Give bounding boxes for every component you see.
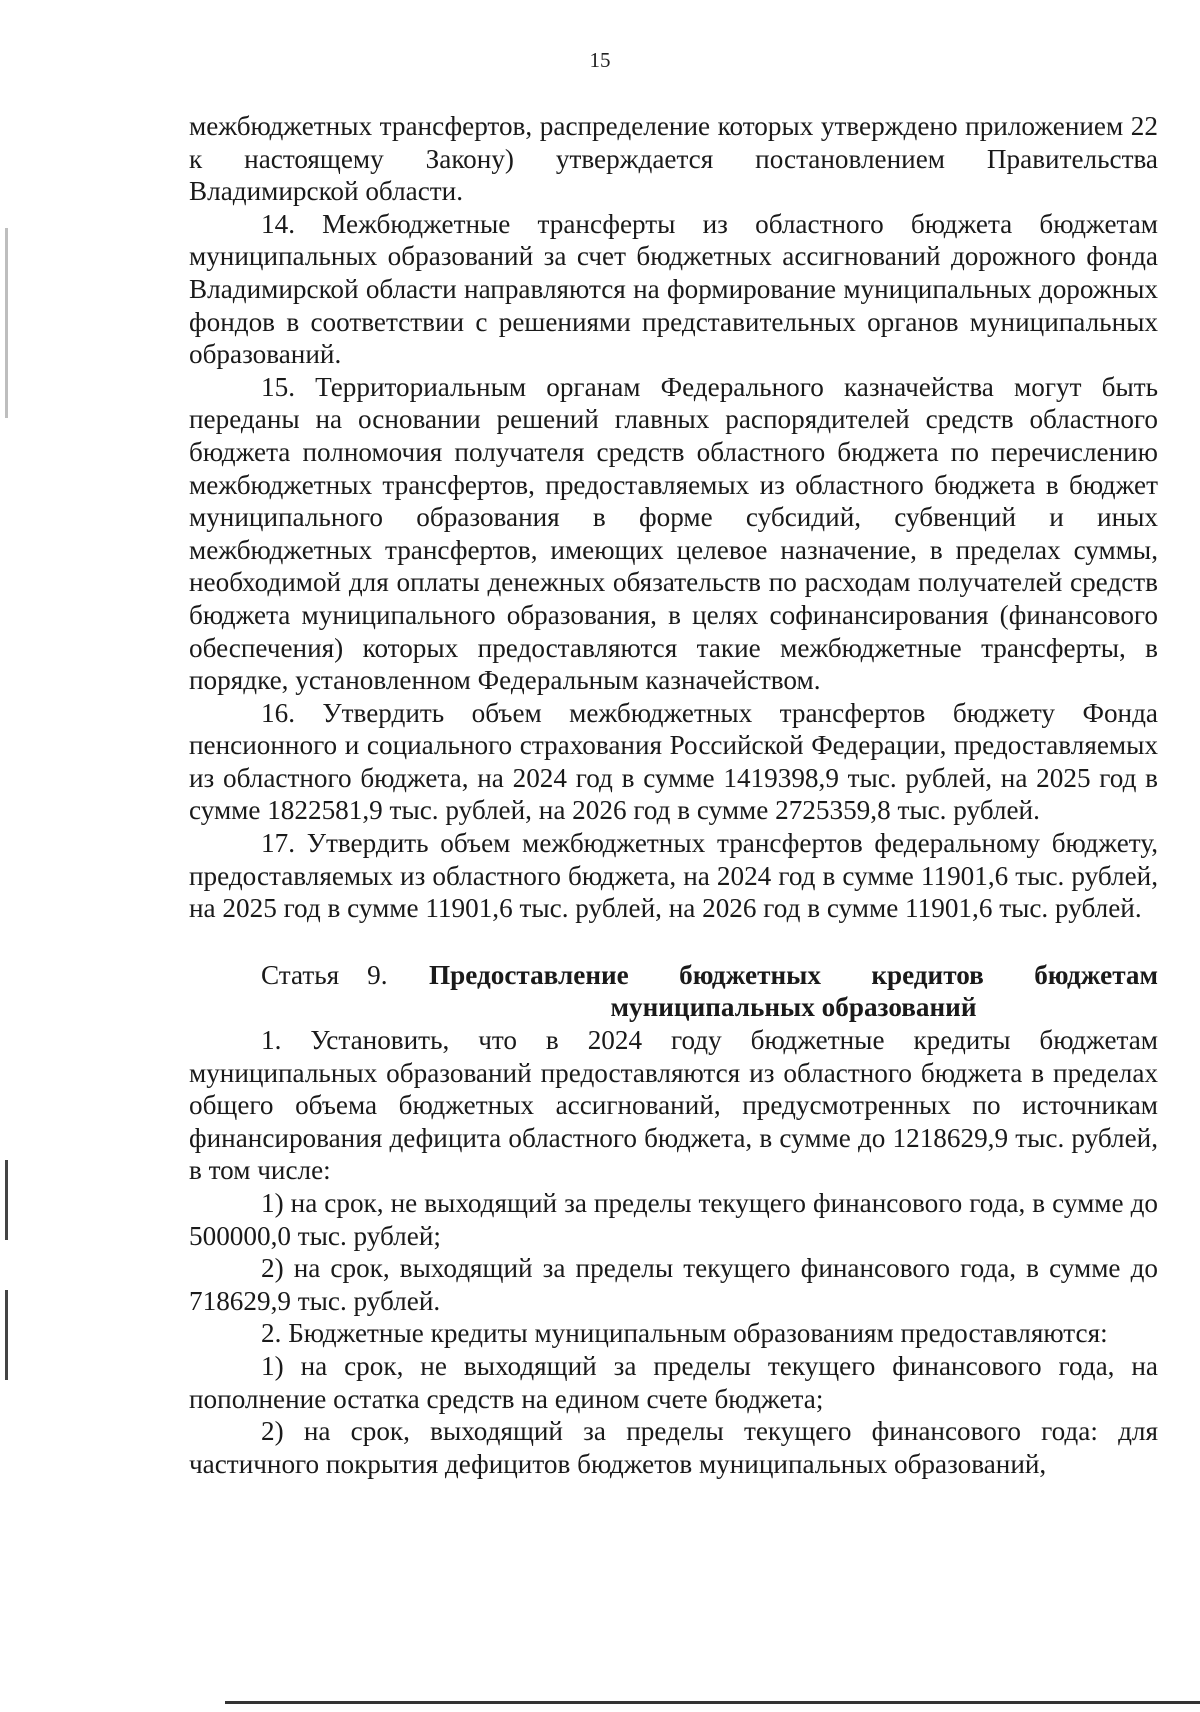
article-9-paragraph-1-1: 1) на срок, не выходящий за пределы текущего финансового года, в сумме до 500000,0 тыс. рублей;	[189, 1188, 1158, 1251]
article-9-paragraph-2-1: 1) на срок, не выходящий за пределы текущего финансового года, на пополнение остатка средств на едином счете бюджета;	[189, 1350, 1158, 1414]
scan-margin-mark	[5, 1290, 8, 1380]
article-label	[189, 959, 429, 1024]
scan-bottom-edge	[225, 1701, 1200, 1704]
paragraph-continuation: межбюджетных трансфертов, распределение которых утверждено приложением 22 к настоящему Закону) утверждается постановлением Правительства Владимирской области.	[189, 111, 1158, 207]
article-word: Статья	[261, 959, 340, 990]
page-number: 15	[589, 48, 611, 72]
article-9-paragraph-2-2: 2) на срок, выходящий за пределы текущего финансового года: для частичного покрытия дефицитов бюджетов муниципальных образований,	[189, 1416, 1158, 1479]
article-9-paragraph-2: 2. Бюджетные кредиты муниципальным образованиям предоставляются:	[261, 1318, 1108, 1349]
paragraph-16: 16. Утвердить объем межбюджетных трансфертов бюджету Фонда пенсионного и социального страхования Российской Федерации, предоставляемых из областного бюджета, на 2024 год в сумме 1419398,9 тыс. рублей, на 2025 год в сумме 1822581,9 тыс. рублей, на 2026 год в сумме 2725359,8 тыс. рублей.	[189, 697, 1158, 826]
document-body	[189, 110, 1158, 1480]
article-9-heading	[189, 959, 1158, 1024]
article-number: 9.	[367, 959, 388, 990]
paragraph-14: 14. Межбюджетные трансферты из областного бюджета бюджетам муниципальных образований за счет бюджетных ассигнований дорожного фонда Владимирской области направляются на формирование муниципальных дорожных фондов в соответствии с решениями представительных органов муниципальных образований.	[189, 208, 1158, 370]
paragraph-17: 17. Утвердить объем межбюджетных трансфертов федеральному бюджету, предоставляемых из областного бюджета, на 2024 год в сумме 11901,6 тыс. рублей, на 2025 год в сумме 11901,6 тыс. рублей, на 2026 год в сумме 11901,6 тыс. рублей.	[189, 828, 1158, 924]
article-9-paragraph-1-2: 2) на срок, выходящий за пределы текущего финансового года, в сумме до 718629,9 тыс. рублей.	[189, 1253, 1158, 1316]
article-title: Предоставление бюджетных кредитов бюджетам муниципальных образований	[429, 959, 1158, 1023]
paragraph-15: 15. Территориальным органам Федерального казначейства могут быть переданы на основании решений главных распорядителей средств областного бюджета полномочия получателя средств областного бюджета по перечислению межбюджетных трансфертов, предоставляемых из областного бюджета в бюджет муниципального образования в форме субсидий, субвенций и иных межбюджетных трансфертов, имеющих целевое назначение, в пределах суммы, необходимой для оплаты денежных обязательств по расходам получателей средств бюджета муниципального образования, в целях софинансирования (финансового обеспечения) которых предоставляются такие межбюджетные трансферты, в порядке, установленном Федеральным казначейством.	[189, 371, 1158, 696]
scan-margin-mark	[5, 1160, 8, 1240]
article-9-paragraph-1: 1. Установить, что в 2024 году бюджетные кредиты бюджетам муниципальных образований предоставляются из областного бюджета в пределах общего объема бюджетных ассигнований, предусмотренных по источникам финансирования дефицита областного бюджета, в сумме до 1218629,9 тыс. рублей, в том числе:	[189, 1025, 1158, 1186]
scan-margin-mark	[5, 228, 8, 418]
